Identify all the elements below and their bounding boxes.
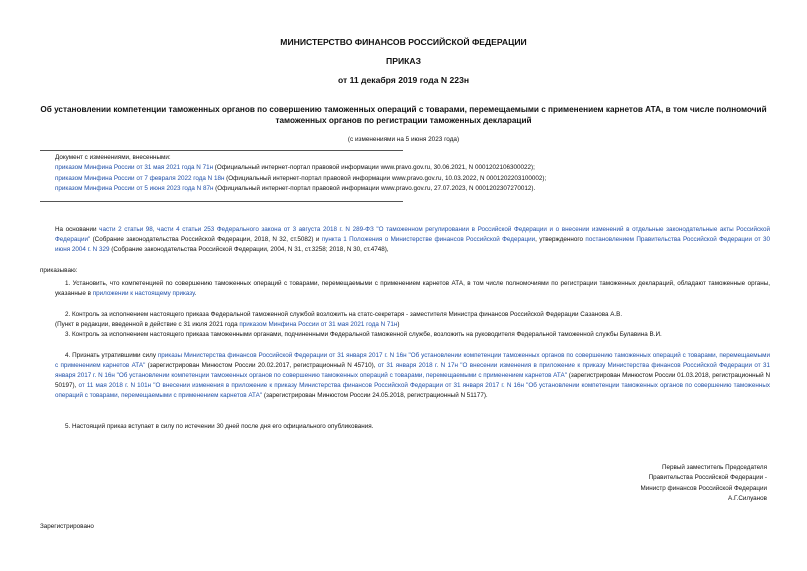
doc-type: ПРИКАЗ xyxy=(386,56,421,66)
change-link[interactable]: приказом Минфина России от 31 мая 2021 года N 71н xyxy=(55,164,214,172)
item-4 xyxy=(55,351,770,401)
doc-date: от 11 декабря 2019 года N 223н xyxy=(337,75,470,85)
item-4-link-order-101n[interactable]: от 11 мая 2018 г. N 101н "О внесении изменения в приложение к приказу Министерства финансов Российской Федерации от 31 января 2017 г. N 16н "Об установлении компетенции таможенных органов по совершению таможенных операций с товарами, перемещаемыми с применением карнетов АТА" xyxy=(55,382,771,399)
preamble-text: , утвержденного xyxy=(535,236,586,243)
registered-label: Зарегистрировано xyxy=(40,523,94,530)
item-3: 3. Контроль за исполнением настоящего приказа таможенными органами, подчиненными Федеральной таможенной службе, возложить на руководителя Федеральной таможенной службы Булавина В.И. xyxy=(65,331,662,338)
signature-line: Правительства Российской Федерации - xyxy=(648,474,767,482)
revision-note: (с изменениями на 5 июня 2023 года) xyxy=(347,136,460,143)
item-2-note-text: (Пункт в редакции, введенной в действие с 31 июля 2021 года xyxy=(55,321,240,328)
preamble-link-resolution[interactable]: постановлением Правительства Российской Федерации от 30 июня 2004 г. N 329 xyxy=(55,236,771,253)
bottom-divider xyxy=(40,201,403,202)
change-item xyxy=(55,174,546,184)
item-4-link-order-17n[interactable]: от 31 января 2018 г. N 17н "О внесении изменения в приложение к приказу Министерства финансов Российской Федерации от 31 января 2017 г. N 16н "Об установлении компетенции таможенных органов по совершению таможенных операций с товарами, перемещаемыми с применением карнетов АТА" xyxy=(55,362,770,379)
top-divider xyxy=(40,150,403,151)
signatory-name: А.Г.Силуанов xyxy=(728,494,767,502)
change-link[interactable]: приказом Минфина России от 5 июня 2023 года N 87н xyxy=(55,185,214,193)
item-1-text: 1. Установить, что компетенцией по совершению таможенных операций с товарами, перемещаемыми с применением карнетов АТА, в том числе полномочиями по регистрации таможенных деклараций, обладают таможенные органы, указанные в xyxy=(55,280,770,297)
item-4-text: (зарегистрирован Минюстом России 20.02.2017, регистрационный N 45710), xyxy=(145,362,378,369)
signature-line: Первый заместитель Председателя xyxy=(661,464,767,471)
item-2: 2. Контроль за исполнением настоящего приказа Федеральной таможенной службой возложить на статс-секретаря - заместителя Министра финансов Российской Федерации Сазанова А.В. xyxy=(65,311,623,318)
signature-block xyxy=(567,463,767,504)
doc-title: Об установлении компетенции таможенных органов по совершению таможенных операций с товарами, перемещаемыми с применением карнетов АТА, в том числе полномочий таможенных органов по регистрации таможенных деклараций xyxy=(40,105,767,125)
item-4-link-order-16n[interactable]: приказы Министерства финансов Российской Федерации от 31 января 2017 г. N 16н "Об установлении компетенции таможенных органов по совершению таможенных операций с товарами, перемещаемыми с применением карнетов АТА" xyxy=(55,352,770,369)
item-5: 5. Настоящий приказ вступает в силу по истечении 30 дней после дня его официального опубликования. xyxy=(65,423,374,430)
change-link[interactable]: приказом Минфина России от 7 февраля 2022 года N 18н xyxy=(55,174,225,182)
change-source: (Официальный интернет-портал правовой информации www.pravo.gov.ru, 27.07.2023, N 0001202307270012). xyxy=(213,185,536,193)
change-source: (Официальный интернет-портал правовой информации www.pravo.gov.ru, 30.06.2021, N 0001202106300022); xyxy=(213,164,535,172)
change-item xyxy=(55,163,546,173)
item-2-note-end: ) xyxy=(397,321,400,328)
item-4-text: (зарегистрирован Минюстом России 01.03.2018, регистрационный N 50197), xyxy=(55,372,770,389)
change-item xyxy=(55,184,546,194)
preamble-text: На основании xyxy=(55,226,100,233)
ministry-heading: МИНИСТЕРСТВО ФИНАНСОВ РОССИЙСКОЙ ФЕДЕРАЦИИ xyxy=(280,37,527,47)
preamble-text: (Собрание законодательства Российской Федерации, 2018, N 32, ст.5082) и xyxy=(90,236,322,243)
changes-heading: Документ с изменениями, внесенными: xyxy=(55,154,171,161)
item-2-note-link[interactable]: приказом Минфина России от 31 мая 2021 года N 71н xyxy=(239,321,398,328)
preamble-text: (Собрание законодательства Российской Федерации, 2004, N 31, ст.3258; 2018, N 30, ст.4748), xyxy=(109,246,389,253)
change-source: (Официальный интернет-портал правовой информации www.pravo.gov.ru, 10.03.2022, N 0001202203100002); xyxy=(224,174,547,182)
item-4-text: (зарегистрирован Минюстом России 24.05.2018, регистрационный N 51177). xyxy=(262,392,488,399)
preamble-link-law[interactable]: части 2 статьи 98, части 4 статьи 253 Федерального закона от 3 августа 2018 г. N 289-ФЗ "О таможенном регулировании в Российской Федерации и о внесении изменений в отдельные законодательные акты Российской Федерации" xyxy=(55,226,771,243)
order-word: приказываю: xyxy=(40,267,78,274)
preamble xyxy=(55,225,770,255)
appendix-link[interactable]: приложении к настоящему приказу xyxy=(92,290,195,297)
item-4-text: 4. Признать утратившими силу xyxy=(65,352,158,359)
item-2-note xyxy=(55,320,770,330)
changes-list xyxy=(55,153,546,195)
item-1-end: . xyxy=(194,290,197,297)
signature-line: Министр финансов Российской Федерации xyxy=(640,484,767,492)
preamble-link-regulation[interactable]: пункта 1 Положения о Министерстве финансов Российской Федерации xyxy=(321,236,536,243)
item-1 xyxy=(55,279,770,299)
